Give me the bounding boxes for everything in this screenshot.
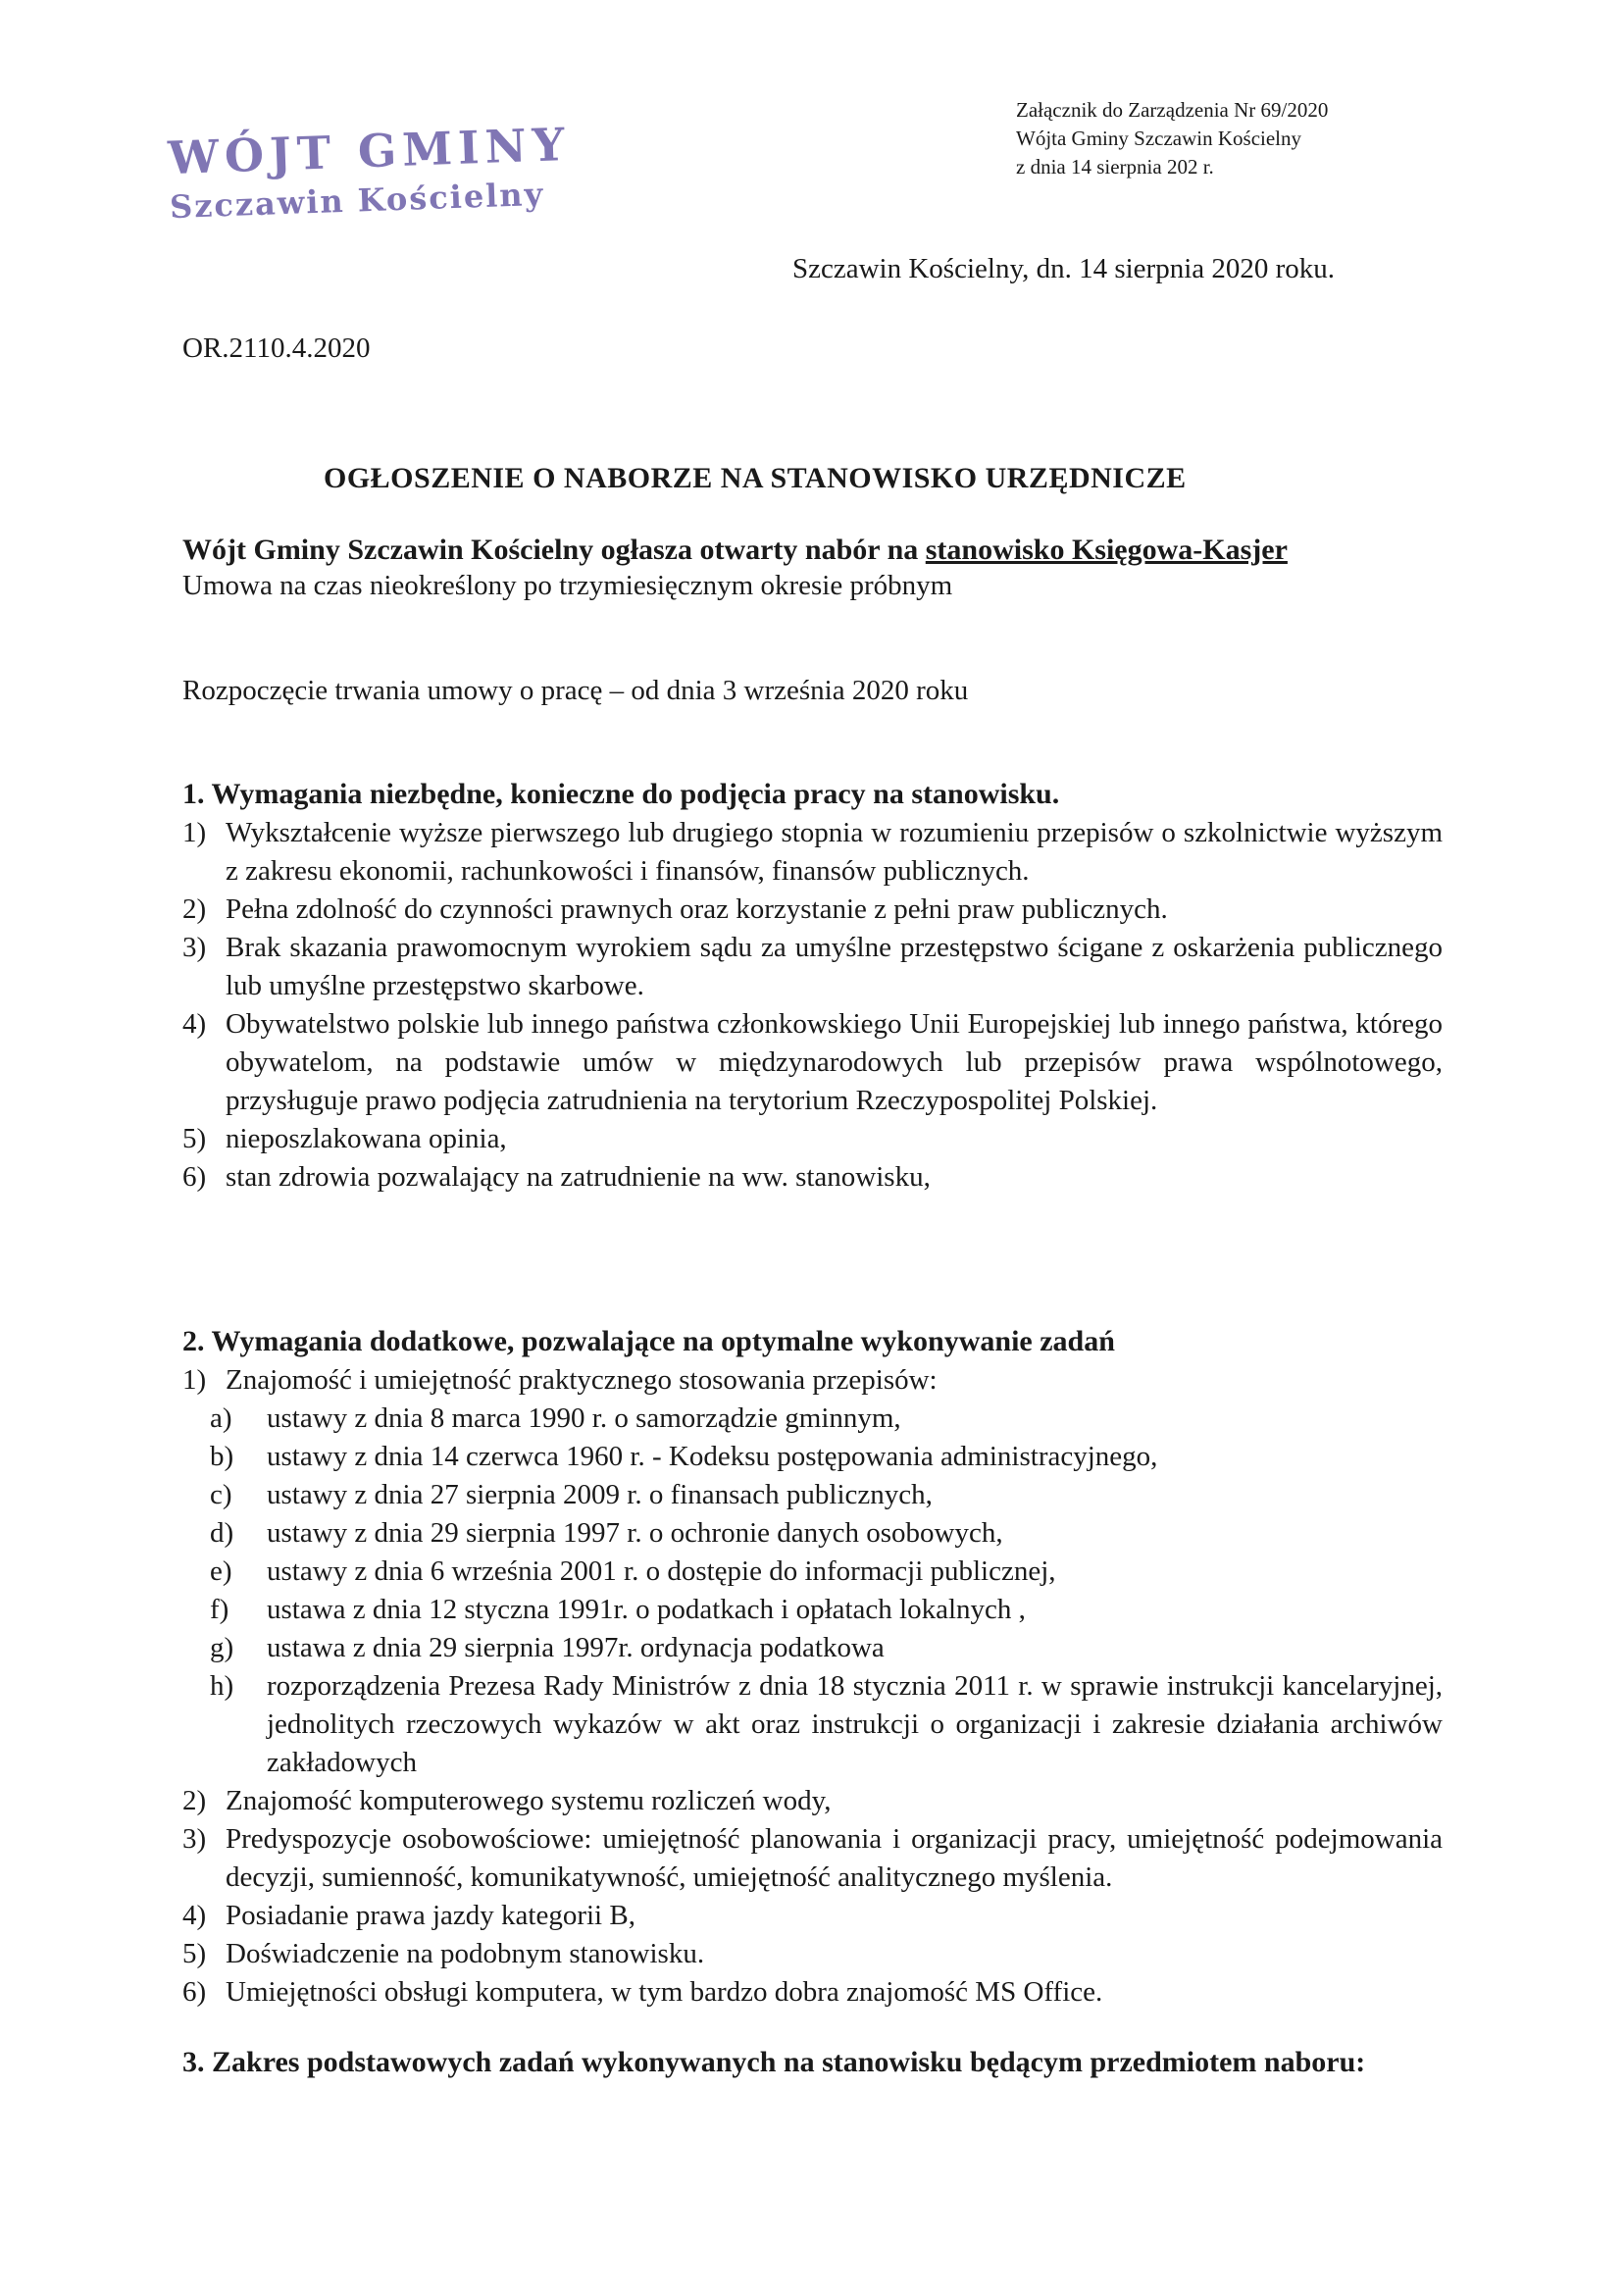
reference-number: OR.2110.4.2020 [182, 332, 371, 364]
list-item: 4) Posiadanie prawa jazdy kategorii B, [182, 1900, 635, 1931]
sub-list-item: e) ustawy z dnia 6 września 2001 r. o dostępie do informacji publicznej, [210, 1555, 1056, 1587]
required-list [182, 814, 1443, 1197]
additional-list [182, 1361, 1443, 1400]
sub-list-item: c) ustawy z dnia 27 sierpnia 2009 r. o finansach publicznych, [210, 1479, 933, 1510]
list-item: 3) Predyspozycje osobowościowe: umiejętność planowania i organizacji pracy, umiejętność podejmowania decyzji, sumienność, komunikatywność, umiejętność analitycznego myślenia. [182, 1823, 1443, 1893]
list-item: 5) Doświadczenie na podobnym stanowisku. [182, 1938, 705, 1969]
section-3-heading: 3. Zakres podstawowych zadań wykonywanych na stanowisku będącym przedmiotem naboru: [182, 2046, 1366, 2078]
section-required [182, 775, 1443, 1197]
list-item: 2) Pełna zdolność do czynności prawnych oraz korzystanie z pełni praw publicznych. [182, 893, 1168, 925]
document-title: OGŁOSZENIE O NABORZE NA STANOWISKO URZĘDNICZE [324, 462, 1187, 494]
sub-list-item: a) ustawy z dnia 8 marca 1990 r. o samorządzie gminnym, [210, 1402, 901, 1434]
section-1-heading: 1. Wymagania niezbędne, konieczne do podjęcia pracy na stanowisku. [182, 778, 1060, 810]
list-item: 3) Brak skazania prawomocnym wyrokiem sądu za umyślne przestępstwo ścigane z oskarżenia publicznego lub umyślne przestępstwo skarbowe. [182, 932, 1443, 1001]
list-item: 6) Umiejętności obsługi komputera, w tym bardzo dobra znajomość MS Office. [182, 1976, 1103, 2008]
annex-line-3: z dnia 14 sierpnia 202 r. [1016, 155, 1214, 178]
sub-list-item: g) ustawa z dnia 29 sierpnia 1997r. ordynacja podatkowa [210, 1632, 885, 1663]
position-name: stanowisko Księgowa-Kasjer [925, 534, 1288, 566]
additional-list-continued [182, 1782, 1443, 2012]
section-additional [182, 1322, 1443, 2012]
stamp-line-2: Szczawin Kościelny [169, 175, 545, 227]
sub-list-item: b) ustawy z dnia 14 czerwca 1960 r. - Kodeksu postępowania administracyjnego, [210, 1441, 1158, 1472]
list-item: 1) Znajomość i umiejętność praktycznego stosowania przepisów: [182, 1364, 938, 1396]
list-item: 4) Obywatelstwo polskie lub innego państwa członkowskiego Unii Europejskiej lub innego państwa, którego obywatelom, na podstawie umów w międzynarodowych lub przepisów prawa wspólnotowego, przysługuje prawo podjęcia zatrudnienia na terytorium Rzeczypospolitej Polskiej. [182, 1008, 1443, 1116]
intro-paragraph [182, 533, 1428, 603]
list-item: 2) Znajomość komputerowego systemu rozliczeń wody, [182, 1785, 832, 1816]
list-item: 1) Wykształcenie wyższe pierwszego lub drugiego stopnia w rozumieniu przepisów o szkolnictwie wyższym z zakresu ekonomii, rachunkowości i finansów, finansów publicznych. [182, 817, 1443, 887]
annex-line-1: Załącznik do Zarządzenia Nr 69/2020 [1016, 98, 1329, 122]
regulations-list [182, 1400, 1443, 1782]
annex-line-2: Wójta Gminy Szczawin Kościelny [1016, 127, 1302, 150]
annex-note [1016, 96, 1328, 181]
contract-type: Umowa na czas nieokreślony po trzymiesięcznym okresie próbnym [182, 570, 953, 601]
section-duties [182, 2043, 1443, 2082]
sub-list-item: h) rozporządzenia Prezesa Rady Ministrów z dnia 18 stycznia 2011 r. w sprawie instrukcji kancelaryjnej, jednolitych rzeczowych wykazów w akt oraz instrukcji o organizacji i zakresie działania archiwów zakładowych [210, 1670, 1443, 1778]
section-2-heading: 2. Wymagania dodatkowe, pozwalające na optymalne wykonywanie zadań [182, 1325, 1115, 1357]
place-and-date: Szczawin Kościelny, dn. 14 sierpnia 2020 roku. [792, 253, 1336, 284]
list-item: 6) stan zdrowia pozwalający na zatrudnienie na ww. stanowisku, [182, 1161, 931, 1193]
sub-list-item: f) ustawa z dnia 12 styczna 1991r. o podatkach i opłatach lokalnych , [210, 1594, 1026, 1625]
list-item: 5) nieposzlakowana opinia, [182, 1123, 507, 1154]
sub-list-item: d) ustawy z dnia 29 sierpnia 1997 r. o ochronie danych osobowych, [210, 1517, 1003, 1549]
contract-start: Rozpoczęcie trwania umowy o pracę – od dnia 3 września 2020 roku [182, 675, 969, 706]
intro-lead: Wójt Gminy Szczawin Kościelny ogłasza otwarty nabór na [182, 534, 919, 566]
stamp-line-1: WÓJT GMINY [167, 117, 572, 185]
official-stamp [167, 119, 572, 227]
